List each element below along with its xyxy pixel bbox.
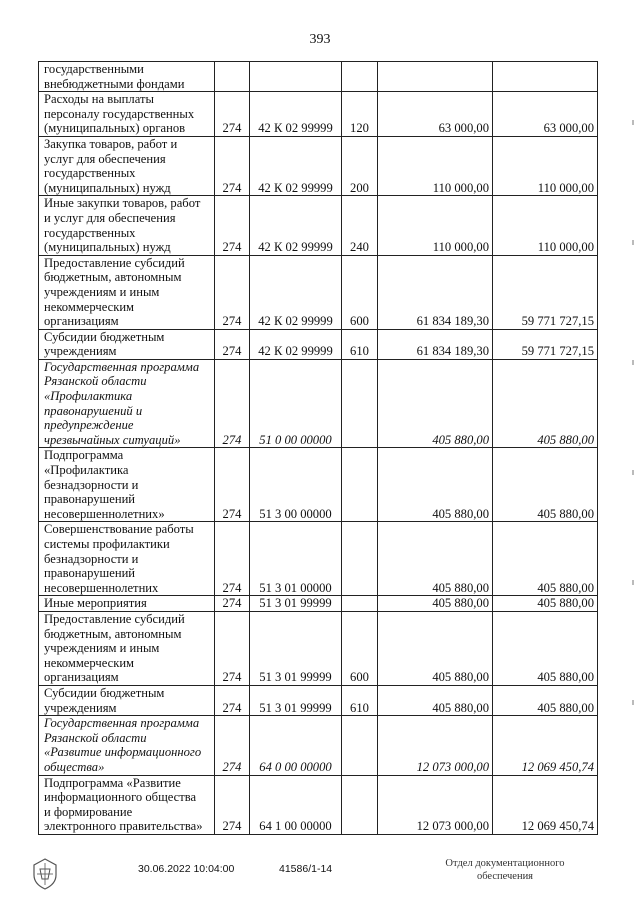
row-expense-type — [342, 359, 378, 448]
row-target-article: 64 1 00 00000 — [250, 775, 342, 834]
row-ministry-code: 274 — [215, 611, 250, 685]
row-amount-executed: 63 000,00 — [493, 92, 598, 137]
row-amount-executed: 12 069 450,74 — [493, 775, 598, 834]
row-amount-planned: 405 880,00 — [378, 359, 493, 448]
table-row — [39, 596, 598, 612]
row-name: Расходы на выплаты персоналу государственных (муниципальных) органов — [39, 92, 215, 137]
row-name: Подпрограмма «Профилактика безнадзорности и правонарушений несовершеннолетних» — [39, 448, 215, 522]
row-target-article: 51 3 01 99999 — [250, 611, 342, 685]
row-amount-executed: 110 000,00 — [493, 136, 598, 195]
row-target-article: 42 К 02 99999 — [250, 92, 342, 137]
row-amount-executed: 405 880,00 — [493, 596, 598, 612]
row-ministry-code: 274 — [215, 596, 250, 612]
row-amount-executed: 59 771 727,15 — [493, 329, 598, 359]
row-amount-planned: 61 834 189,30 — [378, 329, 493, 359]
table-row — [39, 255, 598, 329]
row-name: Иные мероприятия — [39, 596, 215, 612]
table-row — [39, 611, 598, 685]
row-amount-planned: 110 000,00 — [378, 136, 493, 195]
row-ministry-code — [215, 62, 250, 92]
table-row — [39, 136, 598, 195]
table-row — [39, 92, 598, 137]
row-amount-executed: 12 069 450,74 — [493, 716, 598, 775]
row-amount-planned: 405 880,00 — [378, 611, 493, 685]
row-amount-executed: 405 880,00 — [493, 522, 598, 596]
row-amount-executed: 59 771 727,15 — [493, 255, 598, 329]
row-expense-type — [342, 522, 378, 596]
row-amount-executed: 405 880,00 — [493, 685, 598, 715]
row-target-article: 51 3 01 99999 — [250, 685, 342, 715]
row-amount-planned: 405 880,00 — [378, 685, 493, 715]
row-target-article: 51 3 01 99999 — [250, 596, 342, 612]
row-target-article: 42 К 02 99999 — [250, 136, 342, 195]
row-expense-type: 600 — [342, 255, 378, 329]
row-ministry-code: 274 — [215, 136, 250, 195]
table-row — [39, 196, 598, 255]
row-name: Совершенствование работы системы профилактики безнадзорности и правонарушений несовершеннолетних — [39, 522, 215, 596]
footer — [0, 858, 640, 901]
row-ministry-code: 274 — [215, 448, 250, 522]
row-expense-type: 610 — [342, 685, 378, 715]
table-row — [39, 685, 598, 715]
row-expense-type — [342, 775, 378, 834]
row-target-article: 51 3 00 00000 — [250, 448, 342, 522]
row-name: Предоставление субсидий бюджетным, автономным учреждениям и иным некоммерческим организациям — [39, 611, 215, 685]
row-amount-executed: 405 880,00 — [493, 611, 598, 685]
table-row — [39, 359, 598, 448]
document-number: 41586/1-14 — [279, 863, 333, 875]
row-ministry-code: 274 — [215, 522, 250, 596]
row-amount-planned: 12 073 000,00 — [378, 716, 493, 775]
row-ministry-code: 274 — [215, 716, 250, 775]
row-amount-planned: 12 073 000,00 — [378, 775, 493, 834]
row-expense-type: 600 — [342, 611, 378, 685]
row-ministry-code: 274 — [215, 329, 250, 359]
row-name: Иные закупки товаров, работ и услуг для обеспечения государственных (муниципальных) нужд — [39, 196, 215, 255]
table-row — [39, 329, 598, 359]
row-amount-planned — [378, 62, 493, 92]
row-expense-type: 240 — [342, 196, 378, 255]
table-row — [39, 775, 598, 834]
row-amount-planned: 405 880,00 — [378, 522, 493, 596]
row-ministry-code: 274 — [215, 685, 250, 715]
row-ministry-code: 274 — [215, 255, 250, 329]
table-row — [39, 522, 598, 596]
row-expense-type: 200 — [342, 136, 378, 195]
row-amount-planned: 405 880,00 — [378, 596, 493, 612]
row-amount-planned: 110 000,00 — [378, 196, 493, 255]
row-target-article — [250, 62, 342, 92]
coat-of-arms-icon — [28, 857, 62, 896]
row-amount-executed: 405 880,00 — [493, 448, 598, 522]
row-target-article: 51 0 00 00000 — [250, 359, 342, 448]
row-ministry-code: 274 — [215, 196, 250, 255]
row-amount-planned: 405 880,00 — [378, 448, 493, 522]
page-number: 393 — [309, 32, 331, 47]
table-row — [39, 448, 598, 522]
table-row — [39, 716, 598, 775]
row-name: Государственная программа Рязанской области «Профилактика правонарушений и предупреждение чрезвычайных ситуаций» — [39, 359, 215, 448]
row-expense-type: 120 — [342, 92, 378, 137]
scan-margin-marks — [631, 100, 634, 800]
row-target-article: 42 К 02 99999 — [250, 255, 342, 329]
row-expense-type — [342, 716, 378, 775]
budget-table — [38, 61, 598, 835]
row-ministry-code: 274 — [215, 359, 250, 448]
row-name: государственными внебюджетными фондами — [39, 62, 215, 92]
row-amount-executed: 405 880,00 — [493, 359, 598, 448]
registration-datetime: 30.06.2022 10:04:00 — [138, 863, 235, 875]
department-stamp: Отдел документационного обеспечения — [445, 858, 565, 882]
row-amount-executed — [493, 62, 598, 92]
row-name: Подпрограмма «Развитие информационного общества и формирование электронного правительства» — [39, 775, 215, 834]
row-name: Закупка товаров, работ и услуг для обеспечения государственных (муниципальных) нужд — [39, 136, 215, 195]
row-target-article: 64 0 00 00000 — [250, 716, 342, 775]
row-expense-type — [342, 596, 378, 612]
row-name: Государственная программа Рязанской области «Развитие информационного общества» — [39, 716, 215, 775]
row-expense-type: 610 — [342, 329, 378, 359]
row-ministry-code: 274 — [215, 92, 250, 137]
row-target-article: 42 К 02 99999 — [250, 329, 342, 359]
row-target-article: 51 3 01 00000 — [250, 522, 342, 596]
row-expense-type — [342, 448, 378, 522]
row-expense-type — [342, 62, 378, 92]
row-amount-planned: 63 000,00 — [378, 92, 493, 137]
table-row — [39, 62, 598, 92]
row-amount-planned: 61 834 189,30 — [378, 255, 493, 329]
row-ministry-code: 274 — [215, 775, 250, 834]
row-amount-executed: 110 000,00 — [493, 196, 598, 255]
row-name: Субсидии бюджетным учреждениям — [39, 685, 215, 715]
row-target-article: 42 К 02 99999 — [250, 196, 342, 255]
row-name: Предоставление субсидий бюджетным, автономным учреждениям и иным некоммерческим организациям — [39, 255, 215, 329]
row-name: Субсидии бюджетным учреждениям — [39, 329, 215, 359]
